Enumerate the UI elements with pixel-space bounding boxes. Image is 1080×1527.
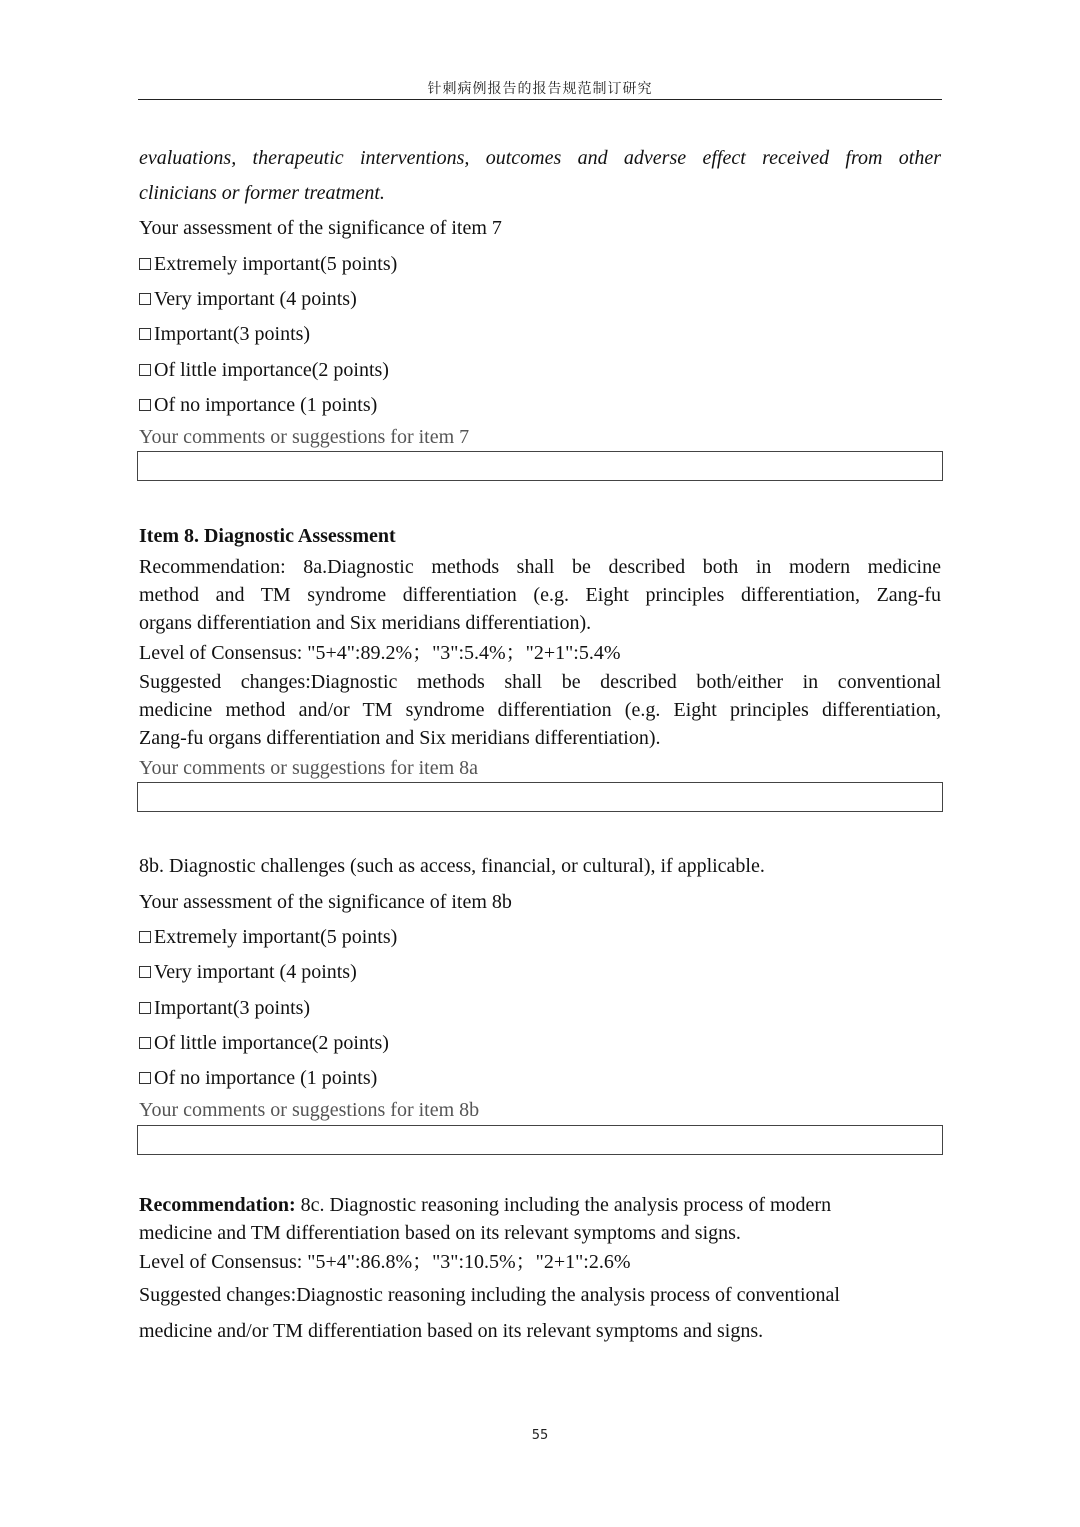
running-header-title: 针刺病例报告的报告规范制订研究 bbox=[427, 81, 653, 97]
item8c-consensus: Level of Consensus: "5+4":86.8%；"3":10.5%；"2+1":2.6% bbox=[139, 1251, 631, 1273]
item7-assessment-prompt: Your assessment of the significance of item 7 bbox=[139, 217, 502, 239]
item7-option-1[interactable] bbox=[139, 393, 941, 417]
checkbox-icon[interactable] bbox=[139, 399, 151, 411]
item8b-option-5[interactable] bbox=[139, 925, 941, 949]
checkbox-icon[interactable] bbox=[139, 1037, 151, 1049]
item8b-assessment-prompt: Your assessment of the significance of item 8b bbox=[139, 891, 512, 913]
page-number: 55 bbox=[531, 1428, 549, 1443]
item7-option-4[interactable] bbox=[139, 287, 941, 311]
checkbox-icon[interactable] bbox=[139, 931, 151, 943]
recommendation-text: 8c. Diagnostic reasoning including the analysis process of modern bbox=[295, 1194, 832, 1216]
item8b-text: 8b. Diagnostic challenges (such as access, financial, or cultural), if applicable. bbox=[139, 855, 765, 877]
item8c-suggested-line-1: Suggested changes:Diagnostic reasoning including the analysis process of conventional bbox=[139, 1284, 840, 1306]
checkbox-icon[interactable] bbox=[139, 293, 151, 305]
item7-continuation-line-2: clinicians or former treatment. bbox=[139, 182, 385, 204]
option-label: Of no importance (1 points) bbox=[154, 394, 378, 416]
option-label: Of little importance(2 points) bbox=[154, 1032, 389, 1054]
item8b-option-1[interactable] bbox=[139, 1066, 941, 1090]
item8b-option-4[interactable] bbox=[139, 960, 941, 984]
item8c-suggested-line-2: medicine and/or TM differentiation based on its relevant symptoms and signs. bbox=[139, 1320, 764, 1342]
item8a-suggested-line-2: medicine method and/or TM syndrome differentiation (e.g. Eight principles differentiation, bbox=[139, 699, 941, 721]
option-label: Extremely important(5 points) bbox=[154, 253, 398, 275]
item8a-recommendation-line-2: method and TM syndrome differentiation (e.g. Eight principles differentiation, Zang-fu bbox=[139, 584, 941, 606]
item8a-comments-label: Your comments or suggestions for item 8a bbox=[139, 757, 479, 779]
item8a-recommendation-line-3: organs differentiation and Six meridians differentiation). bbox=[139, 612, 592, 634]
item7-comments-label: Your comments or suggestions for item 7 bbox=[139, 426, 470, 448]
item8c-recommendation-line-2: medicine and TM differentiation based on its relevant symptoms and signs. bbox=[139, 1222, 741, 1244]
item7-continuation-line-1: evaluations, therapeutic interventions, outcomes and adverse effect received from other bbox=[139, 147, 941, 169]
checkbox-icon[interactable] bbox=[139, 258, 151, 270]
item7-option-2[interactable] bbox=[139, 358, 941, 382]
item8b-comments-field[interactable] bbox=[137, 1125, 943, 1155]
checkbox-icon[interactable] bbox=[139, 1002, 151, 1014]
option-label: Important(3 points) bbox=[154, 323, 311, 345]
item8a-recommendation-line-1: Recommendation: 8a.Diagnostic methods shall be described both in modern medicine bbox=[139, 556, 941, 578]
checkbox-icon[interactable] bbox=[139, 1072, 151, 1084]
item7-option-5[interactable] bbox=[139, 252, 941, 276]
item8a-consensus: Level of Consensus: "5+4":89.2%；"3":5.4%；"2+1":5.4% bbox=[139, 642, 621, 664]
item8a-suggested-line-1: Suggested changes:Diagnostic methods shall be described both/either in conventional bbox=[139, 671, 941, 693]
option-label: Very important (4 points) bbox=[154, 961, 357, 983]
recommendation-label: Recommendation: bbox=[139, 1194, 296, 1216]
item7-option-3[interactable] bbox=[139, 322, 941, 346]
option-label: Of no importance (1 points) bbox=[154, 1067, 378, 1089]
item8c-recommendation-line-1 bbox=[139, 1193, 941, 1217]
item8a-suggested-line-3: Zang-fu organs differentiation and Six meridians differentiation). bbox=[139, 727, 661, 749]
item8b-comments-label: Your comments or suggestions for item 8b bbox=[139, 1099, 480, 1121]
option-label: Very important (4 points) bbox=[154, 288, 357, 310]
item7-comments-field[interactable] bbox=[137, 451, 943, 481]
header-rule bbox=[138, 99, 942, 100]
item8b-option-3[interactable] bbox=[139, 996, 941, 1020]
item8b-option-2[interactable] bbox=[139, 1031, 941, 1055]
checkbox-icon[interactable] bbox=[139, 364, 151, 376]
option-label: Important(3 points) bbox=[154, 997, 311, 1019]
checkbox-icon[interactable] bbox=[139, 966, 151, 978]
item8a-comments-field[interactable] bbox=[137, 782, 943, 812]
option-label: Extremely important(5 points) bbox=[154, 926, 398, 948]
item8-heading: Item 8. Diagnostic Assessment bbox=[139, 525, 396, 547]
option-label: Of little importance(2 points) bbox=[154, 359, 389, 381]
checkbox-icon[interactable] bbox=[139, 328, 151, 340]
